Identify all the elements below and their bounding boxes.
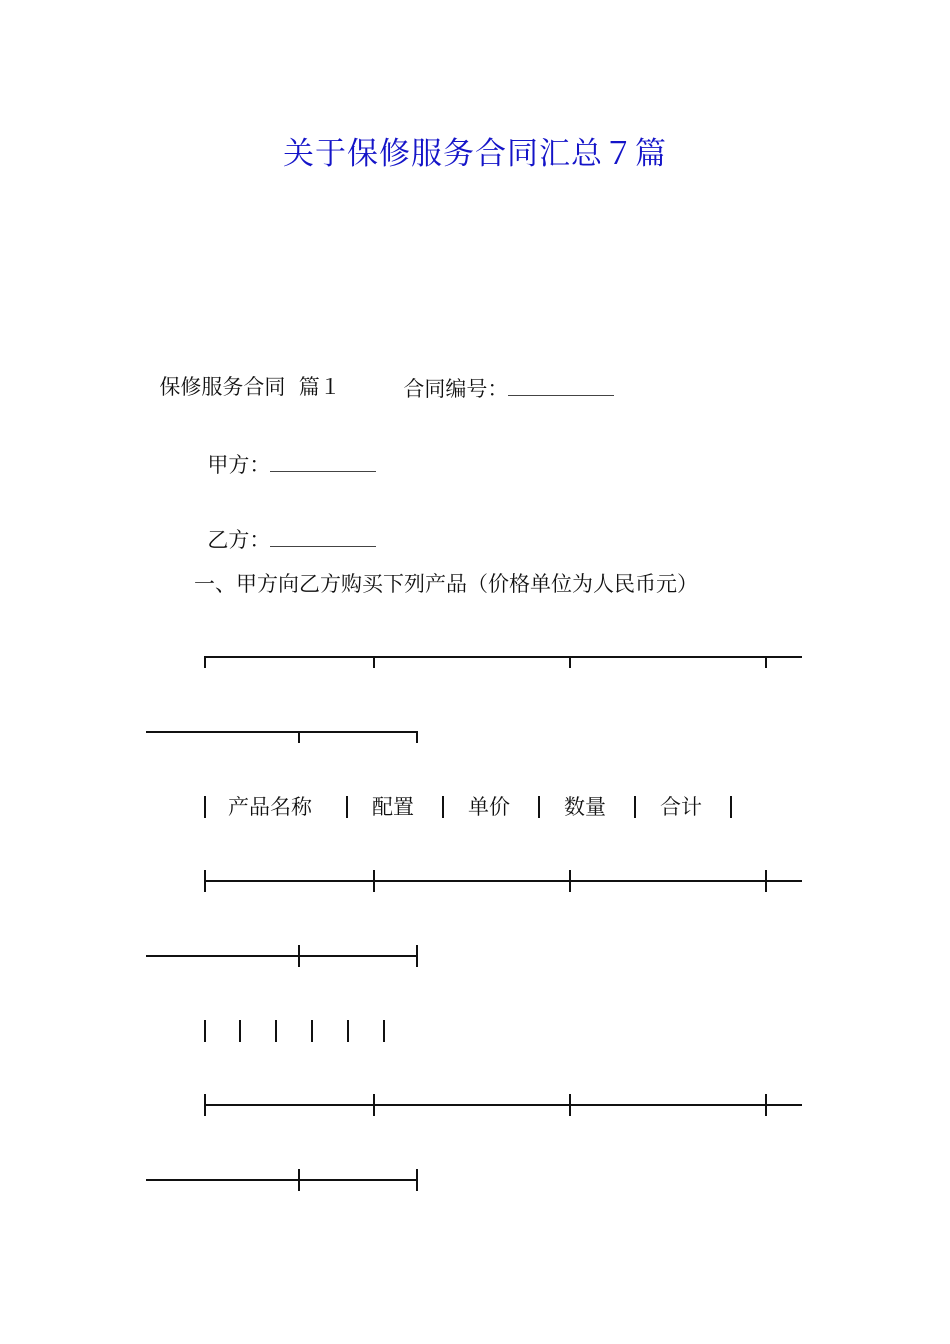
mid2-tick-0 — [204, 1094, 206, 1116]
mid2-tick-1 — [373, 1094, 375, 1116]
header-unit-price: 单价 — [468, 795, 510, 819]
party-b-row — [194, 496, 376, 554]
table-top-border — [204, 656, 802, 658]
table-top-tick-2 — [569, 656, 571, 668]
contract-heading-text: 保修服务合同 篇１ — [159, 375, 341, 399]
header-quantity: 数量 — [564, 795, 606, 819]
mid1-tick-5 — [416, 945, 418, 967]
contract-heading — [146, 345, 341, 401]
party-a-blank[interactable] — [270, 449, 376, 472]
mid1-tick-3 — [765, 870, 767, 892]
header-sep-4 — [634, 796, 636, 818]
party-b-label: 乙方： — [207, 528, 271, 552]
table-top-tick-3 — [765, 656, 767, 668]
document-title: 关于保修服务合同汇总７篇 — [283, 136, 667, 172]
table-top-tick-4 — [298, 731, 300, 743]
header-product-name: 产品名称 — [228, 795, 312, 819]
header-sep-5 — [730, 796, 732, 818]
mid1-tick-2 — [569, 870, 571, 892]
header-config: 配置 — [372, 795, 414, 819]
row-sep-2 — [275, 1020, 277, 1042]
header-sep-1 — [346, 796, 348, 818]
contract-number-blank[interactable] — [508, 373, 614, 396]
row-sep-4 — [347, 1020, 349, 1042]
table-top-border-wrap — [146, 731, 418, 733]
table-mid-border-1 — [204, 880, 802, 882]
table-top-corner-right — [416, 731, 418, 743]
header-sep-3 — [538, 796, 540, 818]
row-sep-1 — [239, 1020, 241, 1042]
mid2-tick-5 — [416, 1169, 418, 1191]
row-sep-5 — [383, 1020, 385, 1042]
clause-1: 一、甲方向乙方购买下列产品（价格单位为人民币元） — [194, 572, 698, 596]
mid1-tick-4 — [298, 945, 300, 967]
table-mid-border-2-wrap — [146, 1179, 418, 1181]
contract-number-row — [390, 345, 614, 403]
row-sep-3 — [311, 1020, 313, 1042]
party-a-row — [194, 421, 376, 479]
party-a-label: 甲方： — [207, 453, 271, 477]
mid2-tick-2 — [569, 1094, 571, 1116]
party-b-blank[interactable] — [270, 524, 376, 547]
row-sep-0 — [204, 1020, 206, 1042]
mid1-tick-1 — [373, 870, 375, 892]
table-mid-border-1-wrap — [146, 955, 418, 957]
table-top-tick-1 — [373, 656, 375, 668]
mid2-tick-3 — [765, 1094, 767, 1116]
table-mid-border-2 — [204, 1104, 802, 1106]
mid2-tick-4 — [298, 1169, 300, 1191]
header-total: 合计 — [660, 795, 702, 819]
header-sep-2 — [442, 796, 444, 818]
mid1-tick-0 — [204, 870, 206, 892]
table-top-corner-left — [204, 656, 206, 668]
contract-number-label: 合同编号： — [403, 377, 509, 401]
header-sep-0 — [204, 796, 206, 818]
